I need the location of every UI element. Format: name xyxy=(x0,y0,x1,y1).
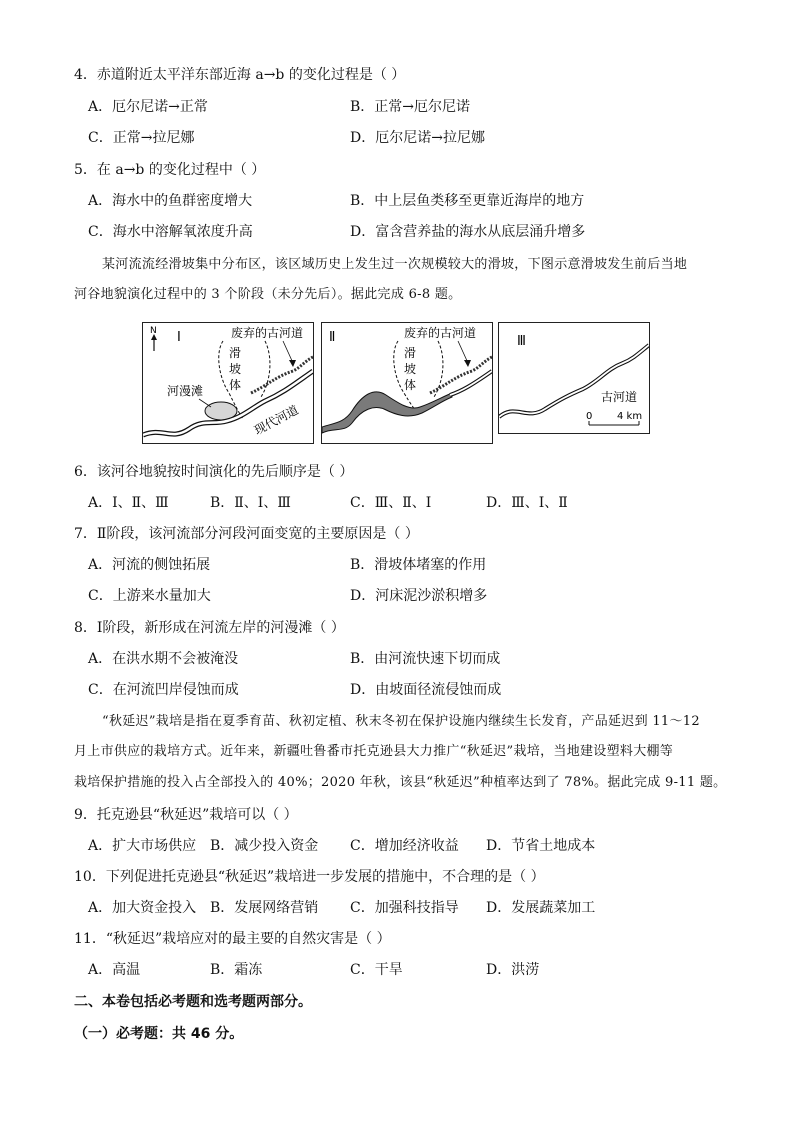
q11-option-c: C．干旱 xyxy=(350,962,403,978)
q9-option-c: C．增加经济收益 xyxy=(350,838,459,854)
q11-option-a: A．高温 xyxy=(88,962,141,978)
q9-stem: 9．托克逊县“秋延迟”栽培可以（ ） xyxy=(74,807,298,823)
q6-option-a: A．Ⅰ、Ⅱ、Ⅲ xyxy=(88,495,169,511)
panel2-landslide-char1: 滑 xyxy=(404,346,417,360)
q5-option-a: A．海水中的鱼群密度增大 xyxy=(88,193,253,209)
q5-option-b: B．中上层鱼类移至更靠近海岸的地方 xyxy=(350,193,585,209)
section2-subtitle: （一）必考题：共 46 分。 xyxy=(74,1026,244,1042)
q8-option-d: D．由坡面径流侵蚀而成 xyxy=(350,682,502,698)
q5-stem: 5．在 a→b 的变化过程中（ ） xyxy=(74,162,266,178)
widened-river-area xyxy=(322,392,452,433)
panel1-modern-channel-label: 现代河道 xyxy=(251,402,301,438)
q10-stem: 10．下列促进托克逊县“秋延迟”栽培进一步发展的措施中，不合理的是（ ） xyxy=(74,869,545,885)
q9-option-b: B．减少投入资金 xyxy=(210,838,319,854)
q10-option-d: D．发展蔬菜加工 xyxy=(486,900,596,916)
q6-stem: 6．该河谷地貌按时间演化的先后顺序是（ ） xyxy=(74,464,354,480)
panel1-old-channel-label: 废弃的古河道 xyxy=(231,326,304,340)
q4-stem: 4．赤道附近太平洋东部近海 a→b 的变化过程是（ ） xyxy=(74,67,406,83)
passage2-line3: 栽培保护措施的投入占全部投入的 40%；2020 年秋，该县“秋延迟”种植率达到了 78%。据此完成 9-11 题。 xyxy=(74,775,727,790)
figure-panel-2 xyxy=(321,322,493,444)
q7-option-c: C．上游来水量加大 xyxy=(88,588,211,604)
q8-stem: 8．Ⅰ阶段，新形成在河流左岸的河漫滩（ ） xyxy=(74,620,345,636)
panel1-roman: Ⅰ xyxy=(177,330,181,345)
q8-option-b: B．由河流快速下切而成 xyxy=(350,651,501,667)
q7-option-d: D．河床泥沙淤积增多 xyxy=(350,588,488,604)
panel2-roman: Ⅱ xyxy=(329,330,336,345)
q6-option-c: C．Ⅲ、Ⅱ、Ⅰ xyxy=(350,495,432,511)
passage1-line1: 某河流流经滑坡集中分布区，该区域历史上发生过一次规模较大的滑坡，下图示意滑坡发生前后当地 xyxy=(102,257,688,272)
passage1-line2: 河谷地貌演化过程中的 3 个阶段（未分先后）。据此完成 6-8 题。 xyxy=(74,287,462,302)
q7-stem: 7．Ⅱ阶段，该河流部分河段河面变宽的主要原因是（ ） xyxy=(74,526,419,542)
passage2-line1: “秋延迟”栽培是指在夏季育苗、秋初定植、秋末冬初在保护设施内继续生长发育，产品延迟到 11～12 xyxy=(102,714,700,729)
q9-option-d: D．节省土地成本 xyxy=(486,838,596,854)
panel1-floodplain-label: 河漫滩 xyxy=(167,384,204,398)
q8-option-c: C．在河流凹岸侵蚀而成 xyxy=(88,682,239,698)
q11-option-b: B．霜冻 xyxy=(210,962,263,978)
panel2-landslide-char2: 坡 xyxy=(404,362,417,376)
q11-option-d: D．洪涝 xyxy=(486,962,540,978)
scale-zero: 0 xyxy=(586,411,593,422)
panel3-roman: Ⅲ xyxy=(517,334,526,349)
section2-title: 二、本卷包括必考题和选考题两部分。 xyxy=(74,994,312,1010)
q6-option-d: D．Ⅲ、Ⅰ、Ⅱ xyxy=(486,495,568,511)
q4-option-a: A．厄尔尼诺→正常 xyxy=(88,99,208,115)
panel3-old-channel-label: 古河道 xyxy=(601,390,638,404)
q7-option-a: A．河流的侧蚀拓展 xyxy=(88,557,211,573)
north-label: N xyxy=(150,326,157,336)
q9-option-a: A．扩大市场供应 xyxy=(88,838,197,854)
q10-option-b: B．发展网络营销 xyxy=(210,900,319,916)
figure-panel-3 xyxy=(498,322,650,434)
q6-option-b: B．Ⅱ、Ⅰ、Ⅲ xyxy=(210,495,291,511)
q4-option-d: D．厄尔尼诺→拉尼娜 xyxy=(350,130,485,146)
panel2-old-channel-label: 废弃的古河道 xyxy=(404,326,477,340)
figure-panel-1 xyxy=(142,322,314,444)
panel1-landslide-char2: 坡 xyxy=(229,362,242,376)
old-channel-river xyxy=(499,345,649,417)
q5-option-d: D．富含营养盐的海水从底层涌升增多 xyxy=(350,224,586,240)
q11-stem: 11．“秋延迟”栽培应对的最主要的自然灾害是（ ） xyxy=(74,931,391,947)
q7-option-b: B．滑坡体堵塞的作用 xyxy=(350,557,487,573)
q4-option-c: C．正常→拉尼娜 xyxy=(88,130,195,146)
q10-option-c: C．加强科技指导 xyxy=(350,900,459,916)
q10-option-a: A．加大资金投入 xyxy=(88,900,197,916)
q4-option-b: B．正常→厄尔尼诺 xyxy=(350,99,471,115)
panel1-landslide-char1: 滑 xyxy=(229,346,242,360)
panel1-landslide-char3: 体 xyxy=(229,378,242,392)
passage2-line2: 月上市供应的栽培方式。近年来，新疆吐鲁番市托克逊县大力推广“秋延迟”栽培，当地建设塑料大棚等 xyxy=(74,744,674,759)
scale-label: 4 km xyxy=(617,411,643,422)
q8-option-a: A．在洪水期不会被淹没 xyxy=(88,651,239,667)
panel2-landslide-char3: 体 xyxy=(404,378,417,392)
q5-option-c: C．海水中溶解氧浓度升高 xyxy=(88,224,253,240)
